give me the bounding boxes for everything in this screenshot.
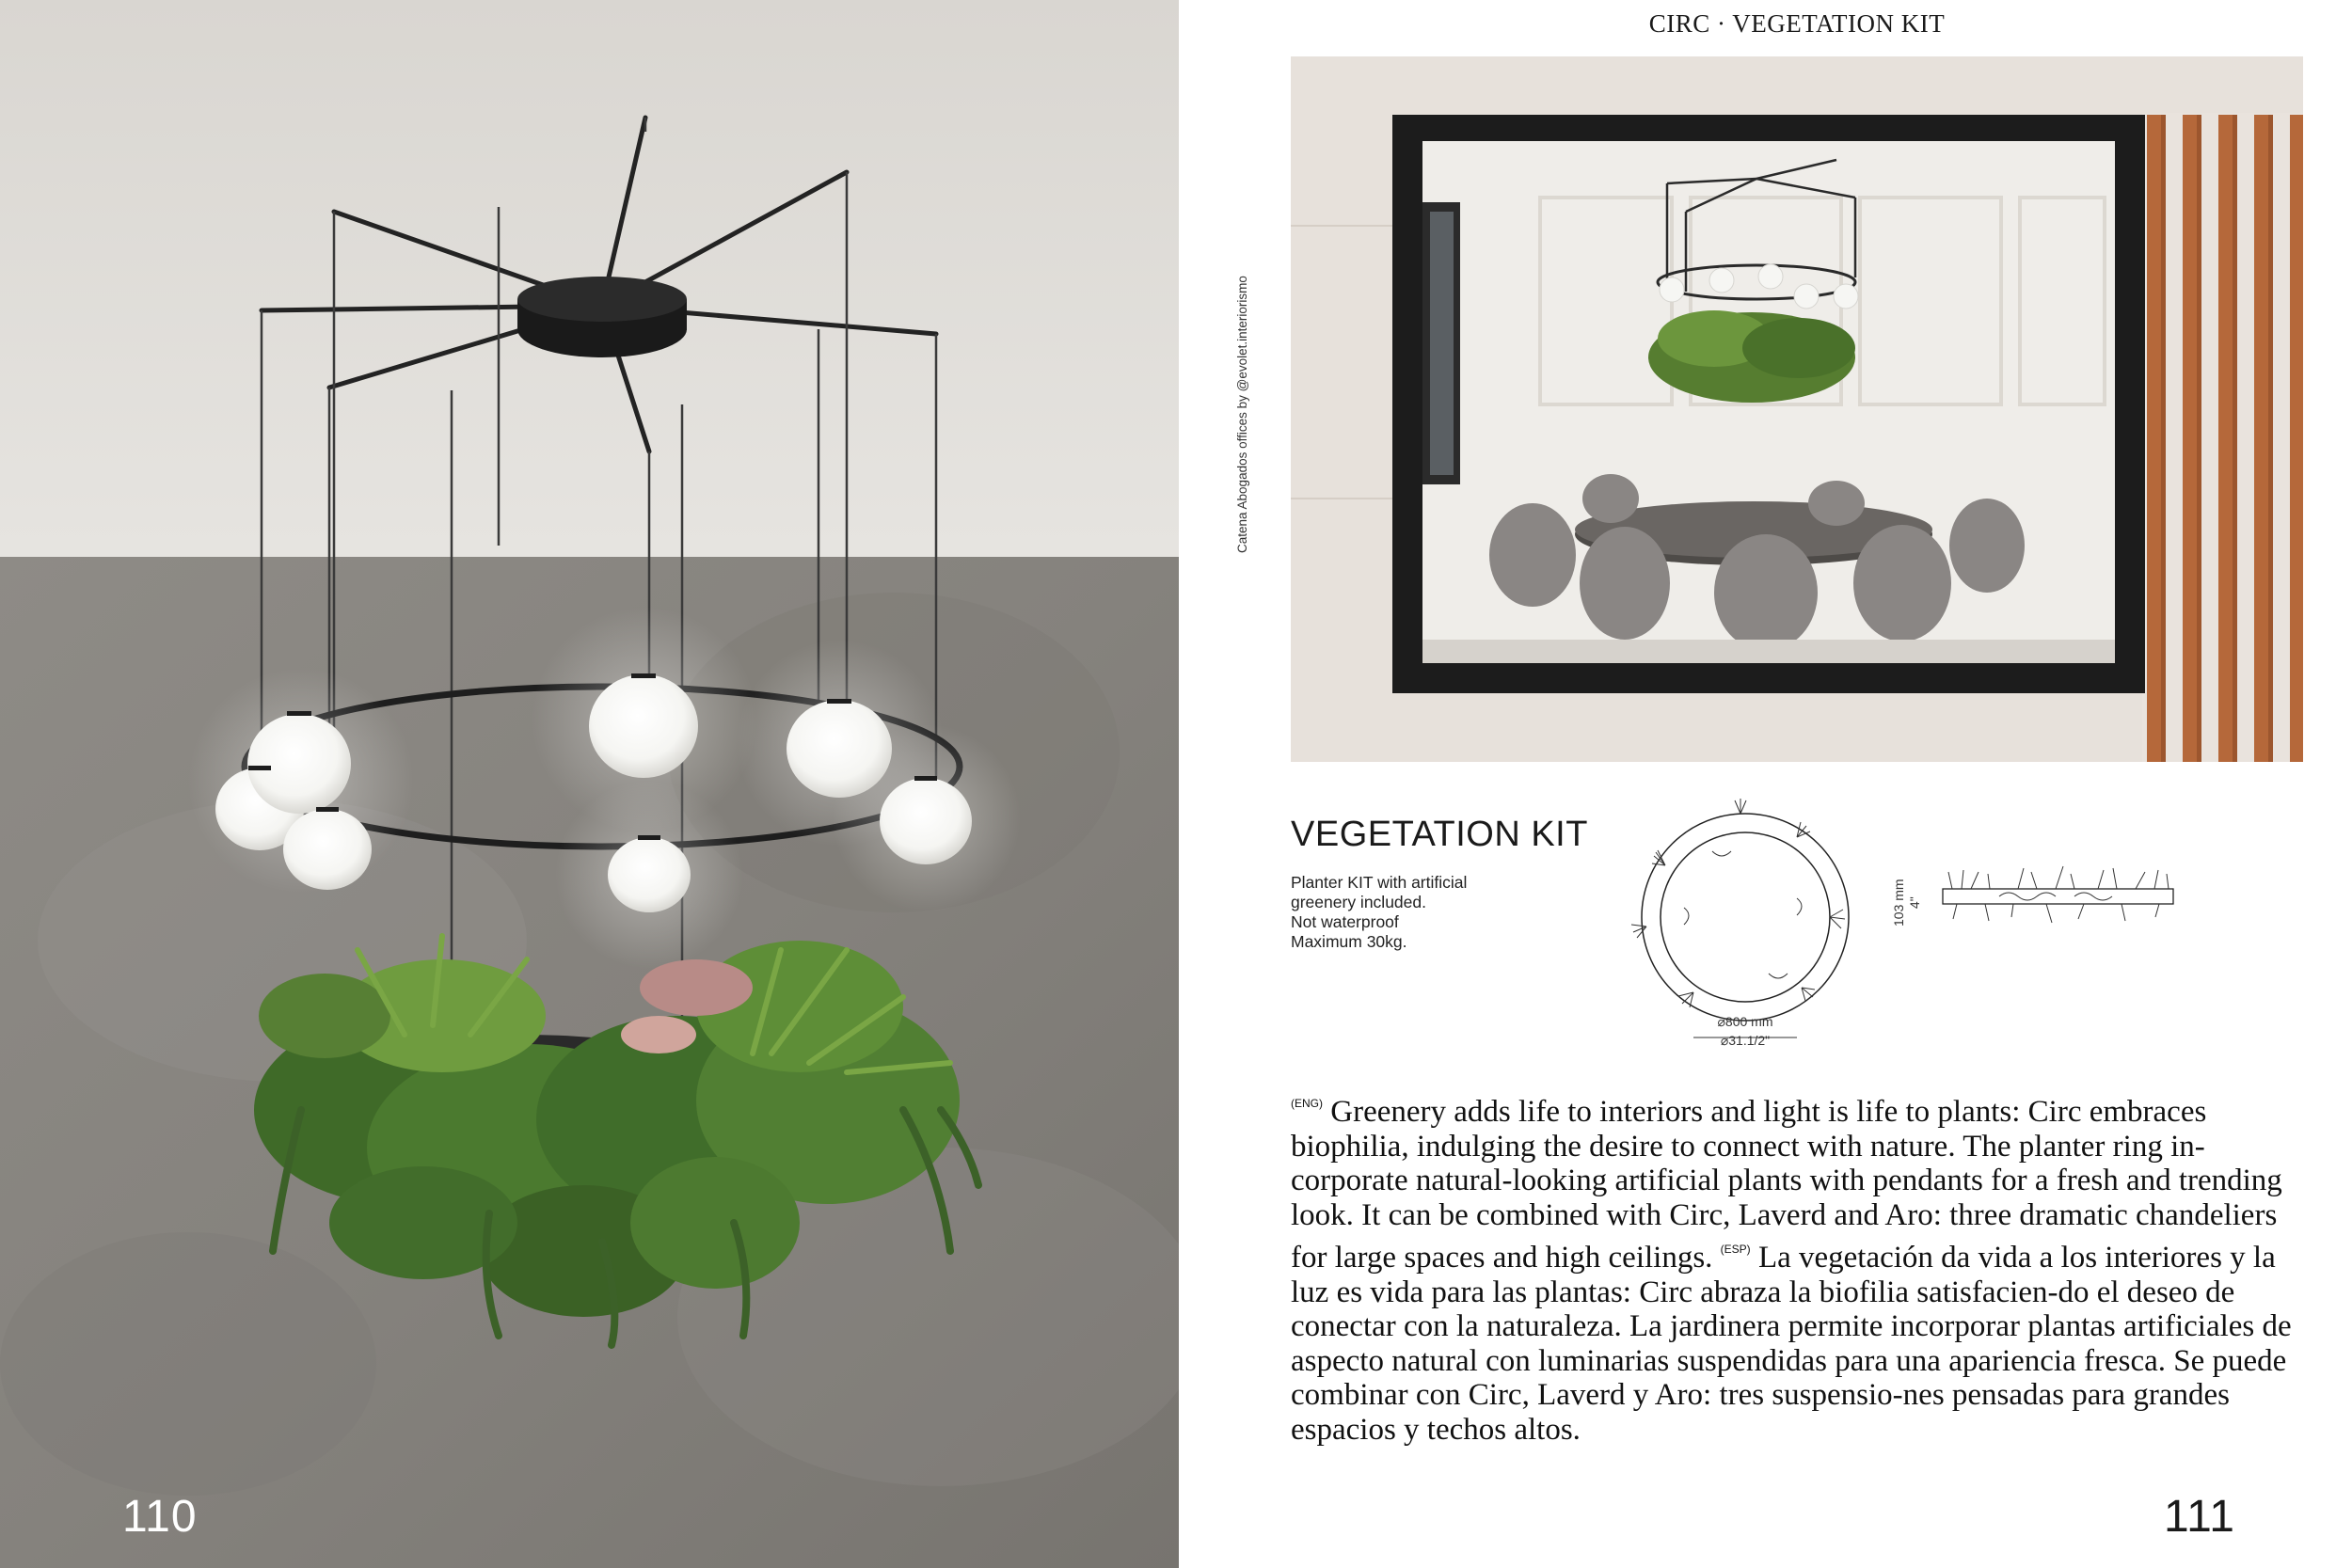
page-number-right: 111 — [2164, 1492, 2235, 1542]
spec-line: greenery included. — [1291, 893, 1426, 911]
eng-language-tag: (ENG) — [1291, 1097, 1323, 1110]
running-header: CIRC · VEGETATION KIT — [1648, 9, 1946, 38]
dimension-diameter-mm: ⌀800 mm — [1717, 1014, 1773, 1029]
spec-line: Planter KIT with artificial — [1291, 873, 1468, 892]
dimension-height-in: 4" — [1907, 896, 1922, 910]
kit-specs — [1291, 873, 1467, 952]
office-window-photo — [1291, 56, 2303, 762]
dimension-height-mm: 103 mm — [1891, 879, 1906, 927]
kit-title: VEGETATION KIT — [1291, 815, 1588, 854]
photo-credit: Catena Abogados offices by @evolet.interiorismo — [1235, 276, 1249, 553]
esp-paragraph: La vegetación da vida a los interiores y la luz es vida para las plantas: Circ abraza la biofilia satisfacien-do el deseo de conectar con la naturaleza. La jardinera permite incorporar plantas artificiales de aspecto natural con luminarias suspendidas para una apariencia fresca. Se puede combinar con Circ, Laverd y Aro: tres suspensio-nes pensadas para grandes espacios y techos altos. — [1291, 1241, 2292, 1447]
eng-paragraph: Greenery adds life to interiors and light is life to plants: Circ embraces biophilia, indulging the desire to connect with nature. The planter ring in-corporate natural-looking artificial plants with pendants for a fresh and trending look. It can be combined with Circ, Laverd and Aro: three dramatic chandeliers for large spaces and high ceilings. — [1291, 1095, 2282, 1275]
spec-line: Maximum 30kg. — [1291, 932, 1407, 951]
page-number-left: 110 — [122, 1492, 198, 1542]
dimension-height — [1891, 879, 1923, 927]
side-view-diagram — [1933, 851, 2183, 945]
esp-language-tag: (ESP) — [1720, 1243, 1751, 1256]
dimension-diameter-in: ⌀31.1/2" — [1720, 1033, 1771, 1048]
spec-line: Not waterproof — [1291, 912, 1399, 931]
body-text — [1291, 1086, 2307, 1447]
